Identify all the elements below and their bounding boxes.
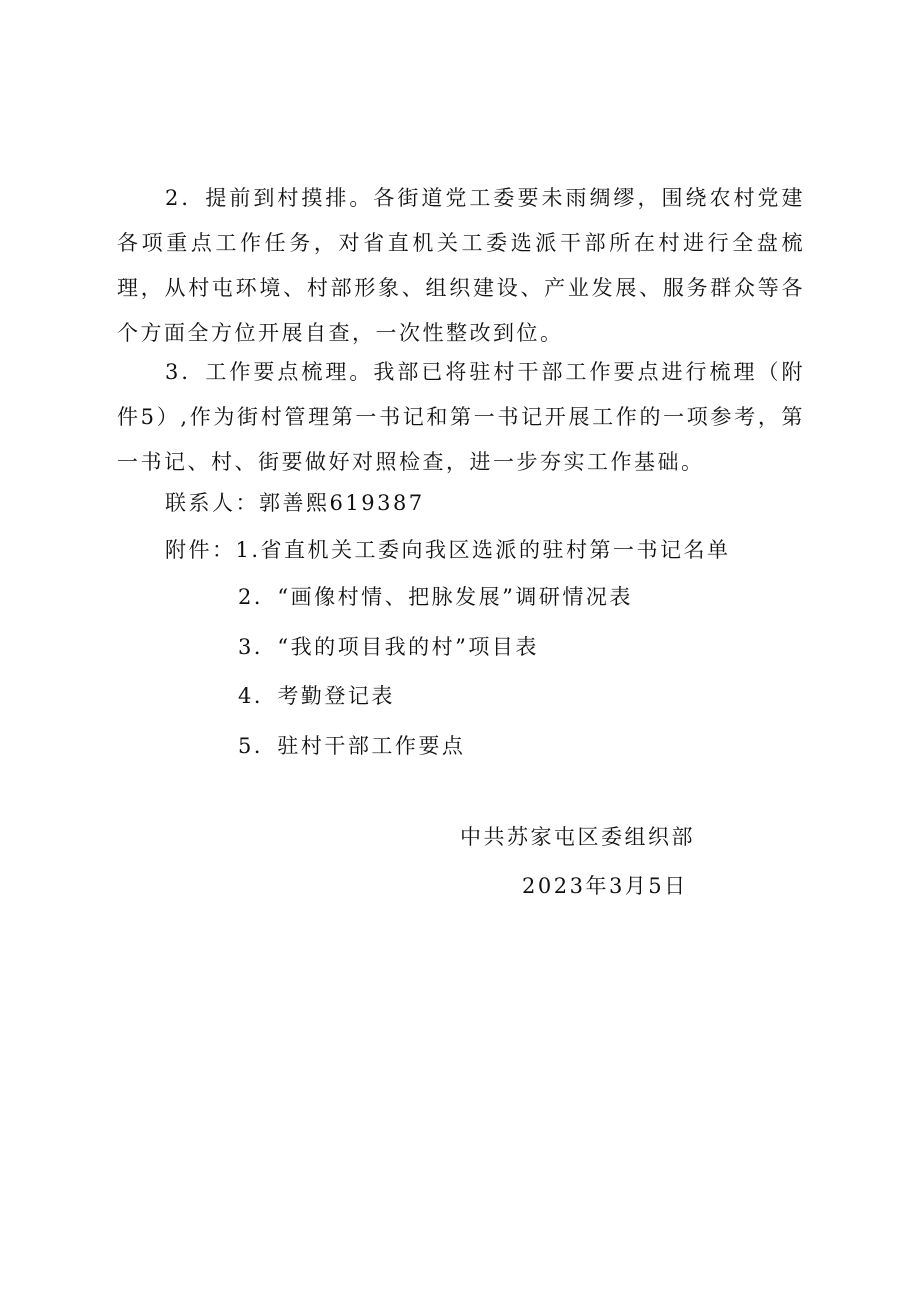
attachments-heading: 附件：1.省直机关工委向我区选派的驻村第一书记名单 — [165, 538, 731, 562]
attachment-item: 4．考勤登记表 — [238, 684, 395, 708]
attachment-item: 5．驻村干部工作要点 — [238, 734, 466, 758]
attachment-item: 2．“画像村情、把脉发展”调研情况表 — [238, 585, 633, 609]
signature-date: 2023年3月5日 — [522, 874, 688, 898]
contact-line: 联系人：郭善熙619387 — [165, 491, 425, 515]
signature-organization: 中共苏家屯区委组织部 — [460, 825, 695, 849]
paragraph-work-points-review: 3．工作要点梳理。我部已将驻村干部工作要点进行梳理（附件5）,作为街村管理第一书记和第一书记开展工作的一项参考，第一书记、村、街要做好对照检查，进一步夯实工作基础。 — [117, 360, 805, 474]
attachment-item: 3．“我的项目我的村”项目表 — [238, 635, 539, 659]
paragraph-advance-village-survey: 2．提前到村摸排。各街道党工委要未雨绸缪，围绕农村党建各项重点工作任务，对省直机关工委选派干部所在村进行全盘梳理，从村屯环境、村部形象、组织建设、产业发展、服务群众等各个方面全方位开展自查，一次性整改到位。 — [117, 186, 805, 345]
